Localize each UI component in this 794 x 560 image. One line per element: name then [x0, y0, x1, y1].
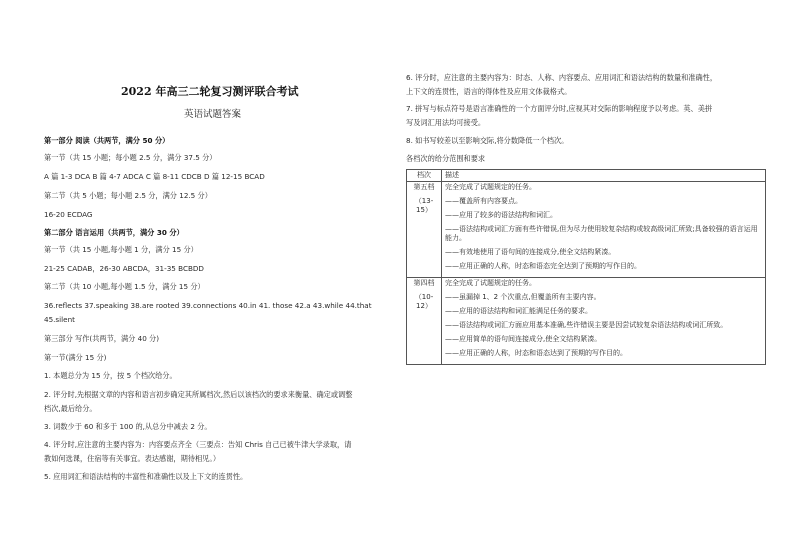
scoring-rule-5: 5. 应用词汇和语法结构的丰富性和准确性以及上下文的连贯性。	[44, 472, 248, 481]
grades-intro: 各档次的给分范围和要求	[406, 154, 486, 163]
part1-section1: 第一节（共 15 小题；每小题 2.5 分，满分 37.5 分）	[44, 153, 217, 162]
scoring-rule-7-line2: 写及词汇用法均可接受。	[406, 118, 486, 127]
grade-range: （13-15）	[414, 197, 434, 214]
scoring-rule-4-line2: 教如何选课，住宿等有关事宜。表达感谢，期待相见。）	[44, 454, 221, 463]
grade-description	[442, 278, 766, 365]
scoring-rule-2-line1: 2. 评分时,先根据文章的内容和语言初步确定其所属档次,然后以该档次的要求来衡量、确定或调整	[44, 390, 353, 399]
scoring-rule-4-line1: 4. 评分时,应注意的主要内容为：内容要点齐全（三要点：告知 Chris 自己已被牛津大学录取，请	[44, 440, 352, 449]
grade-label: 第四档	[413, 279, 435, 287]
grade-cell	[407, 182, 442, 278]
part1-section2: 第二节（共 5 小题；每小题 2.5 分，满分 12.5 分）	[44, 191, 212, 200]
scoring-rule-1: 1. 本题总分为 15 分，按 5 个档次给分。	[44, 371, 177, 380]
grade-range: （10-12）	[414, 293, 434, 310]
scoring-rule-6-line1: 6. 评分时，应注意的主要内容为：时态、人称、内容要点、应用词汇和语法结构的数量和准确性，	[406, 73, 718, 82]
scoring-rule-3: 3. 词数少于 60 和多于 100 的,从总分中减去 2 分。	[44, 422, 212, 431]
part2-section2-answers-line1: 36.reflects 37.speaking 38.are rooted 39.connections 40.in 41. those 42.a 43.while 44.that	[44, 301, 372, 310]
criterion-line: ——应用正确的人称，时态和语态达到了预期的写作目的。	[445, 349, 627, 357]
criterion-line: 完全完成了试题规定的任务。	[445, 183, 536, 191]
scoring-rule-7-line1: 7. 拼写与标点符号是语言准确性的一个方面评分时,应视其对交际的影响程度予以考虑。英、美拼	[406, 104, 713, 113]
criterion-line: ——语法结构或词汇方面有些许错误,但为尽力使用较复杂结构或较高级词汇所致;具备较强的语言运用能力。	[445, 225, 758, 242]
scoring-rule-6-line2: 上下文的连贯性，语言的得体性及应用文体裁格式。	[406, 87, 572, 96]
part2-section1: 第一节（共 15 小题,每小题 1 分，满分 15 分）	[44, 245, 198, 254]
part1-section2-answers: 16-20 ECDAG	[44, 210, 93, 219]
criterion-line: ——应用正确的人称，时态和语态完全达到了预期的写作目的。	[445, 262, 641, 270]
part2-section2-answers-line2: 45.silent	[44, 315, 75, 324]
grade-label: 第五档	[413, 183, 435, 191]
criterion-line: ——覆盖所有内容要点。	[445, 197, 522, 205]
scoring-rule-2-line2: 档次,最后给分。	[44, 404, 97, 413]
grade-cell	[407, 278, 442, 365]
part2-heading: 第二部分 语言运用（共两节，满分 30 分）	[44, 228, 184, 237]
exam-title: 2022 年高三二轮复习测评联合考试	[121, 85, 299, 98]
grade-row-5	[407, 182, 766, 278]
criterion-line: ——虽漏掉 1、2 个次重点,但覆盖所有主要内容。	[445, 293, 601, 301]
scoring-rule-8: 8. 如书写较差以至影响交际,将分数降低一个档次。	[406, 136, 569, 145]
criterion-line: ——有效地使用了语句间的连接成分,使全文结构紧凑。	[445, 248, 616, 256]
criterion-line: ——应用了较多的语法结构和词汇。	[445, 211, 557, 219]
exam-subtitle: 英语试题答案	[184, 109, 242, 120]
part1-heading: 第一部分 阅读（共两节，满分 50 分）	[44, 136, 170, 145]
header-description: 描述	[442, 170, 766, 182]
grade-description	[442, 182, 766, 278]
grade-row-4	[407, 278, 766, 365]
part2-section2: 第二节（共 10 小题,每小题 1.5 分，满分 15 分）	[44, 282, 205, 291]
criterion-line: ——应用简单的语句间连接成分,使全文结构紧凑。	[445, 335, 602, 343]
criterion-line: ——应用的语法结构和词汇能满足任务的要求。	[445, 307, 592, 315]
header-grade: 档次	[407, 170, 442, 182]
part1-section1-answers: A 篇 1-3 DCA B 篇 4-7 ADCA C 篇 8-11 CDCB D 篇 12-15 BCAD	[44, 172, 265, 181]
part2-section1-answers: 21-25 CADAB，26-30 ABCDA，31-35 BCBDD	[44, 264, 204, 273]
criterion-line: 完全完成了试题规定的任务。	[445, 279, 536, 287]
part3-heading: 第三部分 写作(共两节，满分 40 分)	[44, 334, 160, 343]
part3-section1: 第一节(满分 15 分)	[44, 353, 107, 362]
criterion-line: ——语法结构或词汇方面应用基本准确,些许错误主要是因尝试较复杂语法结构或词汇所致。	[445, 321, 728, 329]
grades-table	[406, 169, 766, 365]
grades-table-header	[407, 170, 766, 182]
